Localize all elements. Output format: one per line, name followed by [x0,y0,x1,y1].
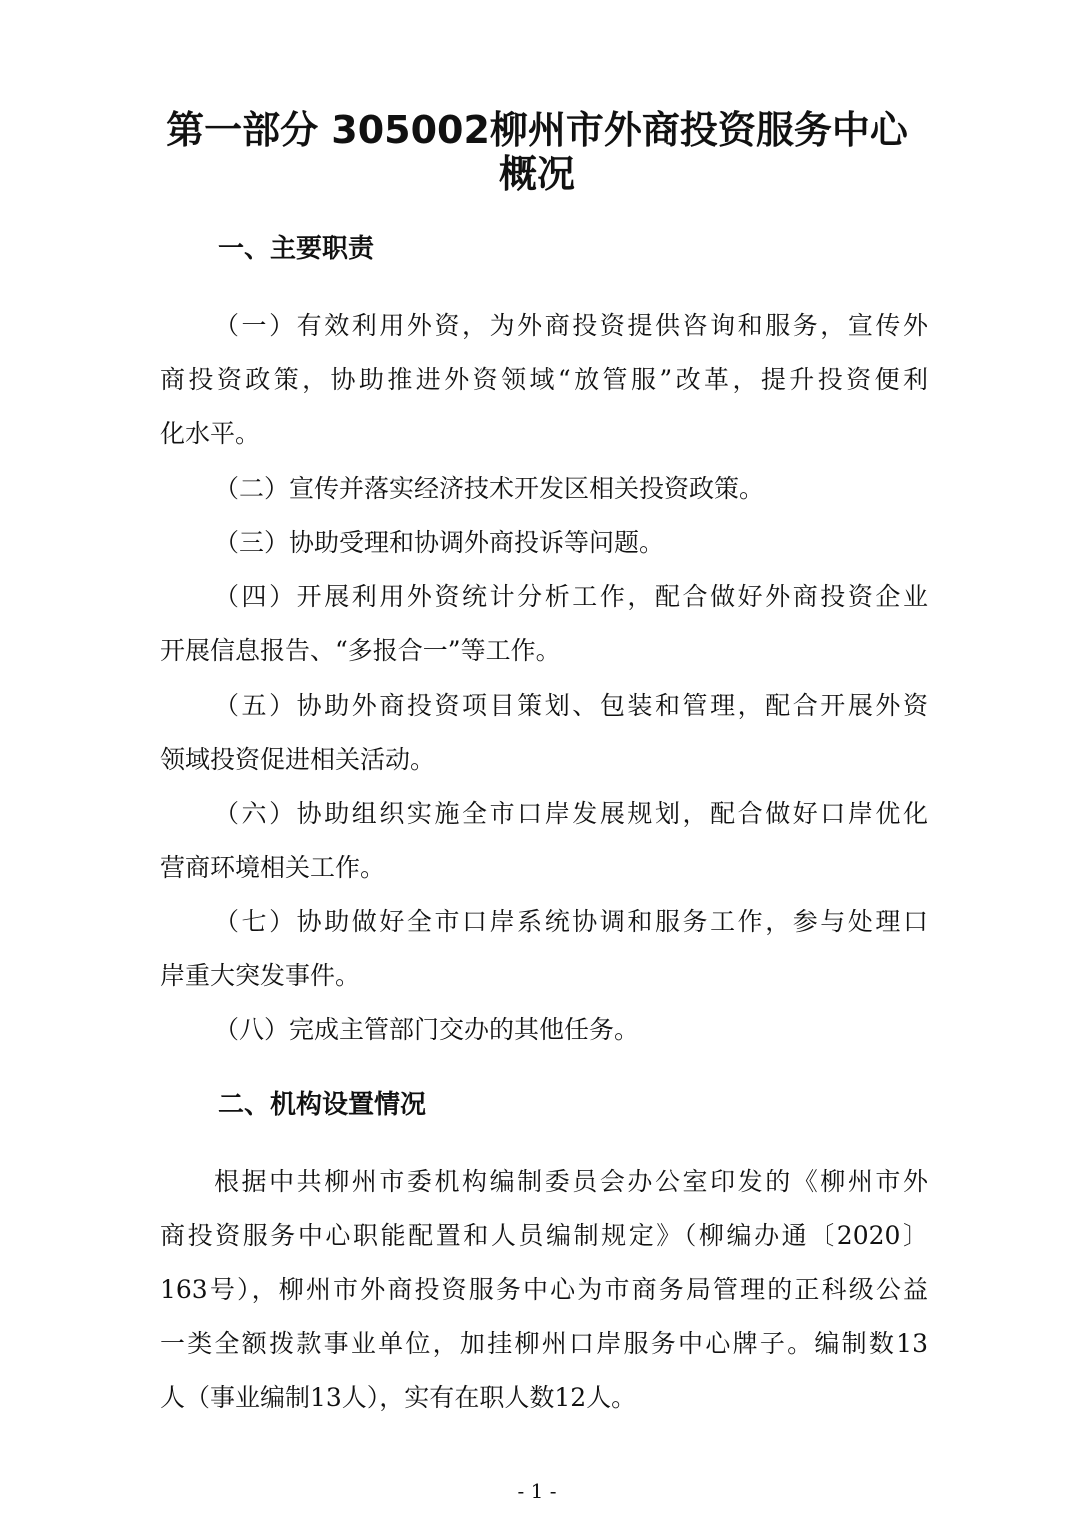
section-heading-duties: 一、主要职责 [218,234,375,264]
paragraph-line: 营商环境相关工作。 [160,853,386,882]
paragraph-line: （七）协助做好全市口岸系统协调和服务工作，参与处理口 [214,907,928,936]
section-heading-organization: 二、机构设置情况 [218,1090,427,1120]
paragraph-line: 根据中共柳州市委机构编制委员会办公室印发的《柳州市外 [214,1167,928,1196]
paragraph-line: 商投资政策，协助推进外资领域“放管服”改革，提升投资便利 [160,365,928,394]
paragraph-line: （八）完成主管部门交办的其他任务。 [214,1015,640,1044]
paragraph-line: 人（事业编制13人），实有在职人数12人。 [160,1383,637,1412]
page-title: 第一部分 305002柳州市外商投资服务中心 [166,108,908,152]
paragraph-line: 化水平。 [160,419,261,448]
paragraph-line: 163号），柳州市外商投资服务中心为市商务局管理的正科级公益 [160,1275,928,1304]
paragraph-line: 开展信息报告、“多报合一”等工作。 [160,636,561,665]
page-number: - 1 - [517,1479,557,1503]
paragraph-line: （一）有效利用外资，为外商投资提供咨询和服务，宣传外 [214,311,928,340]
paragraph-line: （二）宣传并落实经济技术开发区相关投资政策。 [214,474,765,503]
paragraph-line: 岸重大突发事件。 [160,961,361,990]
paragraph-line: （五）协助外商投资项目策划、包装和管理，配合开展外资 [214,691,928,720]
paragraph-line: 一类全额拨款事业单位，加挂柳州口岸服务中心牌子。编制数13 [160,1329,928,1358]
paragraph-line: 商投资服务中心职能配置和人员编制规定》（柳编办通〔2020〕 [160,1221,928,1250]
paragraph-line: （四）开展利用外资统计分析工作，配合做好外商投资企业 [214,582,928,611]
page-title-continued: 概况 [498,152,575,196]
paragraph-line: （六）协助组织实施全市口岸发展规划，配合做好口岸优化 [214,799,928,828]
paragraph-line: 领域投资促进相关活动。 [160,745,436,774]
paragraph-line: （三）协助受理和协调外商投诉等问题。 [214,528,665,557]
